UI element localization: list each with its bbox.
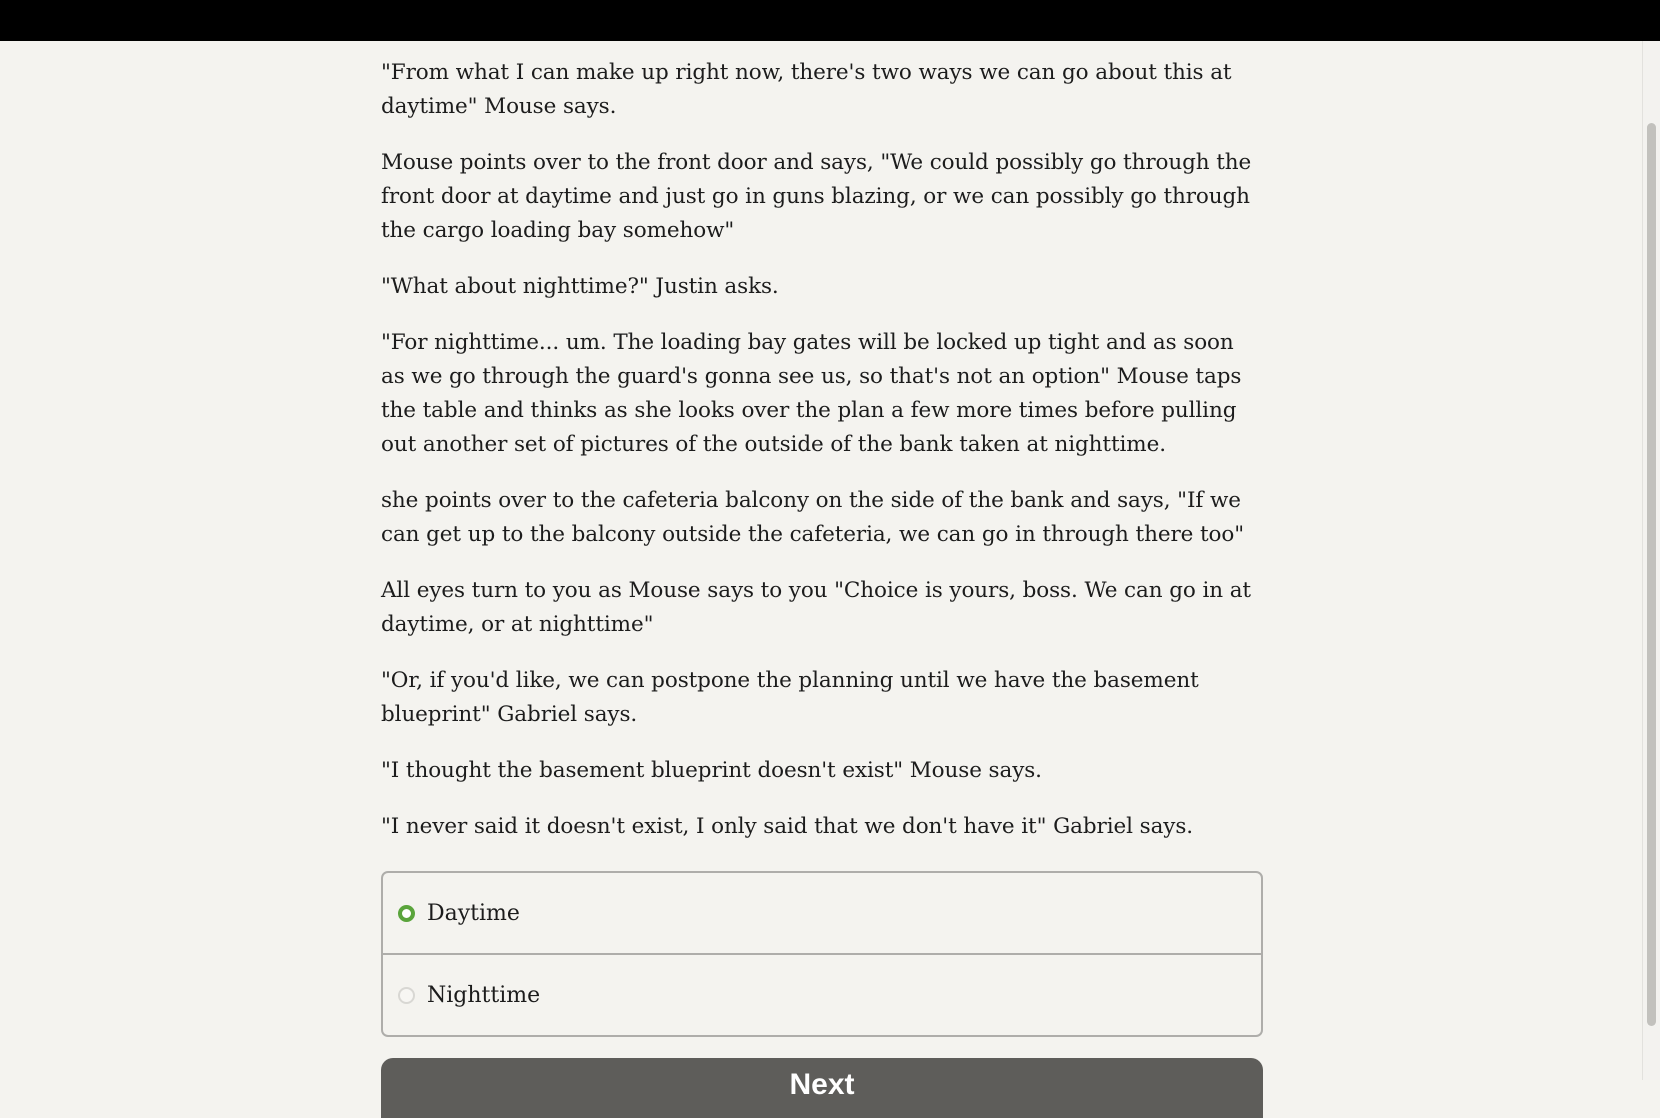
- scrollbar-thumb[interactable]: [1647, 123, 1656, 1026]
- story-paragraph: Mouse points over to the front door and says, "We could possibly go through the front door at daytime and just go in guns blazing, or we can possibly go through the cargo loading bay somehow": [381, 150, 1252, 243]
- story-paragraph: All eyes turn to you as Mouse says to you "Choice is yours, boss. We can go in at daytime, or at nighttime": [381, 578, 1251, 637]
- choice-daytime[interactable]: [383, 873, 1261, 953]
- radio-unselected-icon[interactable]: [398, 987, 415, 1004]
- top-bar: [0, 0, 1660, 41]
- choice-label: Nighttime: [427, 982, 541, 1008]
- story-paragraph: "I never said it doesn't exist, I only said that we don't have it" Gabriel says.: [381, 814, 1194, 839]
- choice-nighttime[interactable]: [383, 953, 1261, 1035]
- radio-selected-icon[interactable]: [398, 905, 415, 922]
- story-paragraph: "From what I can make up right now, there's two ways we can go about this at daytime" Mouse says.: [381, 60, 1232, 119]
- next-button[interactable]: Next: [381, 1058, 1263, 1118]
- story-paragraph: she points over to the cafeteria balcony on the side of the bank and says, "If we can get up to the balcony outside the cafeteria, we can go in through there too": [381, 488, 1244, 547]
- story-paragraph: "Or, if you'd like, we can postpone the planning until we have the basement blueprint" Gabriel says.: [381, 668, 1199, 727]
- choice-list: [381, 871, 1263, 1037]
- scrollbar[interactable]: [1642, 41, 1660, 1080]
- story-paragraph: "For nighttime... um. The loading bay gates will be locked up tight and as soon as we go through the guard's gonna see us, so that's not an option" Mouse taps the table and thinks as she looks over the plan a few more times before pulling out another set of pictures of the outside of the bank taken at nighttime.: [381, 330, 1242, 457]
- story-text: [381, 56, 1263, 866]
- story-paragraph: "I thought the basement blueprint doesn't exist" Mouse says.: [381, 758, 1042, 783]
- choice-label: Daytime: [427, 900, 520, 926]
- story-paragraph: "What about nighttime?" Justin asks.: [381, 274, 779, 299]
